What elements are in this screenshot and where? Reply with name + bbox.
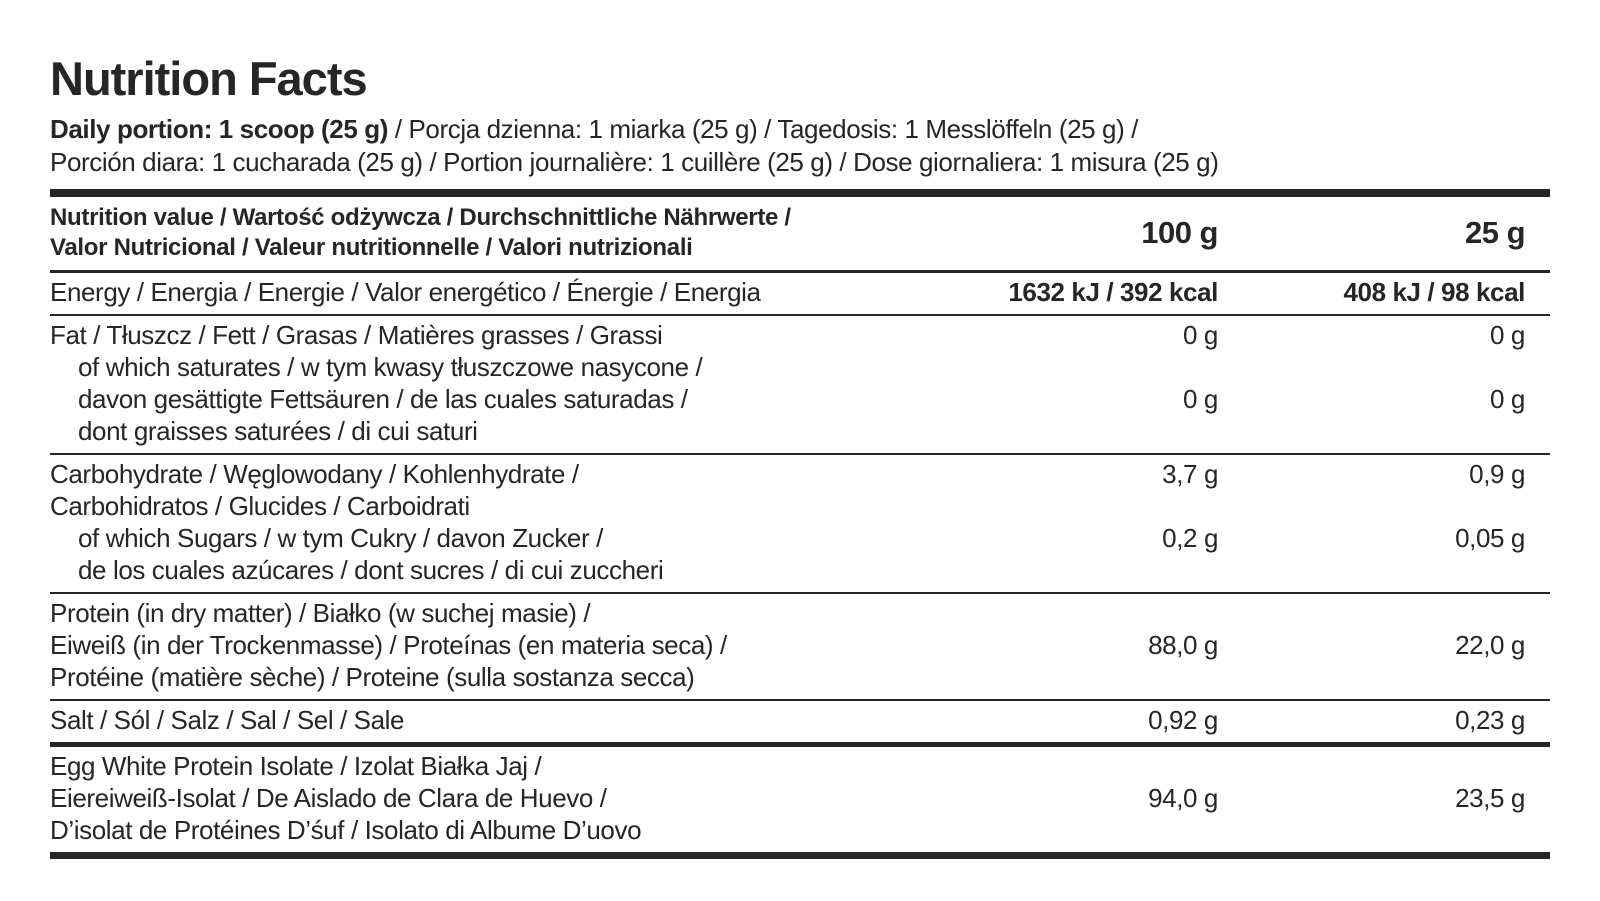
- egg-line-1: [50, 750, 1550, 782]
- carbohydrate-value-100g: 3,7 g: [1162, 459, 1218, 490]
- saturates-label-line-2: davon gesättigte Fettsäuren / de las cuales saturadas /: [78, 384, 688, 415]
- protein-line-3: [50, 661, 1550, 693]
- energy-label: Energy / Energia / Energie / Valor energético / Énergie / Energia: [50, 277, 761, 308]
- carbohydrate-line-3: [50, 522, 1550, 554]
- fat-line-2: [50, 351, 1550, 383]
- saturates-value-25g: 0 g: [1490, 384, 1525, 415]
- egg-value-25g: 23,5 g: [1455, 783, 1525, 814]
- fat-value-100g: 0 g: [1183, 320, 1218, 351]
- sugars-value-100g: 0,2 g: [1162, 523, 1218, 554]
- fat-line-1: [50, 319, 1550, 351]
- carbohydrate-line-4: [50, 554, 1550, 586]
- saturates-label-line-1: of which saturates / w tym kwasy tłuszczowe nasycone /: [78, 352, 703, 383]
- salt-value-25g: 0,23 g: [1455, 705, 1525, 736]
- carbohydrate-label-line-1: Carbohydrate / Węglowodany / Kohlenhydrate /: [50, 459, 579, 490]
- egg-label-line-1: Egg White Protein Isolate / Izolat Białka Jaj /: [50, 751, 542, 782]
- column-header-100g: 100 g: [1141, 215, 1218, 251]
- page-title: Nutrition Facts: [50, 52, 367, 105]
- portion-line-2: Porción diara: 1 cucharada (25 g) / Portion journalière: 1 cuillère (25 g) / Dose giornaliera: 1 misura (25 g): [50, 147, 1219, 178]
- saturates-label-line-3: dont graisses saturées / di cui saturi: [78, 416, 478, 447]
- protein-value-100g: 88,0 g: [1148, 630, 1218, 661]
- protein-value-25g: 22,0 g: [1455, 630, 1525, 661]
- salt-value-100g: 0,92 g: [1148, 705, 1218, 736]
- table-header-row: [50, 197, 1550, 273]
- egg-label-line-3: D’isolat de Protéines D’śuf / Isolato di Albume D’uovo: [50, 815, 642, 846]
- fat-line-3: [50, 383, 1550, 415]
- divider-top-bar: [50, 189, 1550, 197]
- divider-bottom-bar: [50, 852, 1550, 859]
- row-salt: [50, 701, 1550, 747]
- fat-line-4: [50, 415, 1550, 447]
- energy-line: [50, 276, 1550, 308]
- protein-label-line-2: Eiweiß (in der Trockenmasse) / Proteínas (en materia seca) /: [50, 630, 727, 661]
- portion-line-1-rest: / Porcja dzienna: 1 miarka (25 g) / Tagedosis: 1 Messlöffeln (25 g) /: [388, 114, 1138, 145]
- sugars-label-line-1: of which Sugars / w tym Cukry / davon Zucker /: [78, 523, 603, 554]
- sugars-label-line-2: de los cuales azúcares / dont sucres / di cui zuccheri: [78, 555, 664, 586]
- table-header-label-line-1: Nutrition value / Wartość odżywcza / Durchschnittliche Nährwerte /: [50, 204, 791, 232]
- carbohydrate-line-1: [50, 458, 1550, 490]
- sugars-value-25g: 0,05 g: [1455, 523, 1525, 554]
- salt-line: [50, 704, 1550, 736]
- carbohydrate-label-line-2: Carbohidratos / Glucides / Carboidrati: [50, 491, 470, 522]
- saturates-value-100g: 0 g: [1183, 384, 1218, 415]
- portion-line-1: [50, 113, 1550, 146]
- table-header-label-line-2: Valor Nutricional / Valeur nutritionnelle / Valori nutrizionali: [50, 234, 693, 262]
- energy-value-25g: 408 kJ / 98 kcal: [1343, 277, 1525, 308]
- salt-label: Salt / Sól / Salz / Sal / Sel / Sale: [50, 705, 405, 736]
- carbohydrate-value-25g: 0,9 g: [1469, 459, 1525, 490]
- row-egg-white-protein-isolate: [50, 747, 1550, 852]
- portion-line-1-bold: Daily portion: 1 scoop (25 g): [50, 114, 388, 145]
- protein-line-2: [50, 629, 1550, 661]
- egg-line-3: [50, 814, 1550, 846]
- protein-label-line-3: Protéine (matière sèche) / Proteine (sulla sostanza secca): [50, 662, 695, 693]
- egg-line-2: [50, 782, 1550, 814]
- row-energy: [50, 273, 1550, 316]
- carbohydrate-line-2: [50, 490, 1550, 522]
- fat-label: Fat / Tłuszcz / Fett / Grasas / Matières grasses / Grassi: [50, 320, 663, 351]
- column-header-25g: 25 g: [1464, 215, 1525, 251]
- row-carbohydrate: [50, 455, 1550, 594]
- egg-value-100g: 94,0 g: [1148, 783, 1218, 814]
- protein-line-1: [50, 597, 1550, 629]
- row-protein: [50, 594, 1550, 701]
- row-fat: [50, 316, 1550, 455]
- energy-value-100g: 1632 kJ / 392 kcal: [1008, 277, 1218, 308]
- fat-value-25g: 0 g: [1490, 320, 1525, 351]
- egg-label-line-2: Eiereiweiß-Isolat / De Aislado de Clara de Huevo /: [50, 783, 607, 814]
- table-header-label: [50, 203, 968, 263]
- protein-label-line-1: Protein (in dry matter) / Białko (w suchej masie) /: [50, 598, 591, 629]
